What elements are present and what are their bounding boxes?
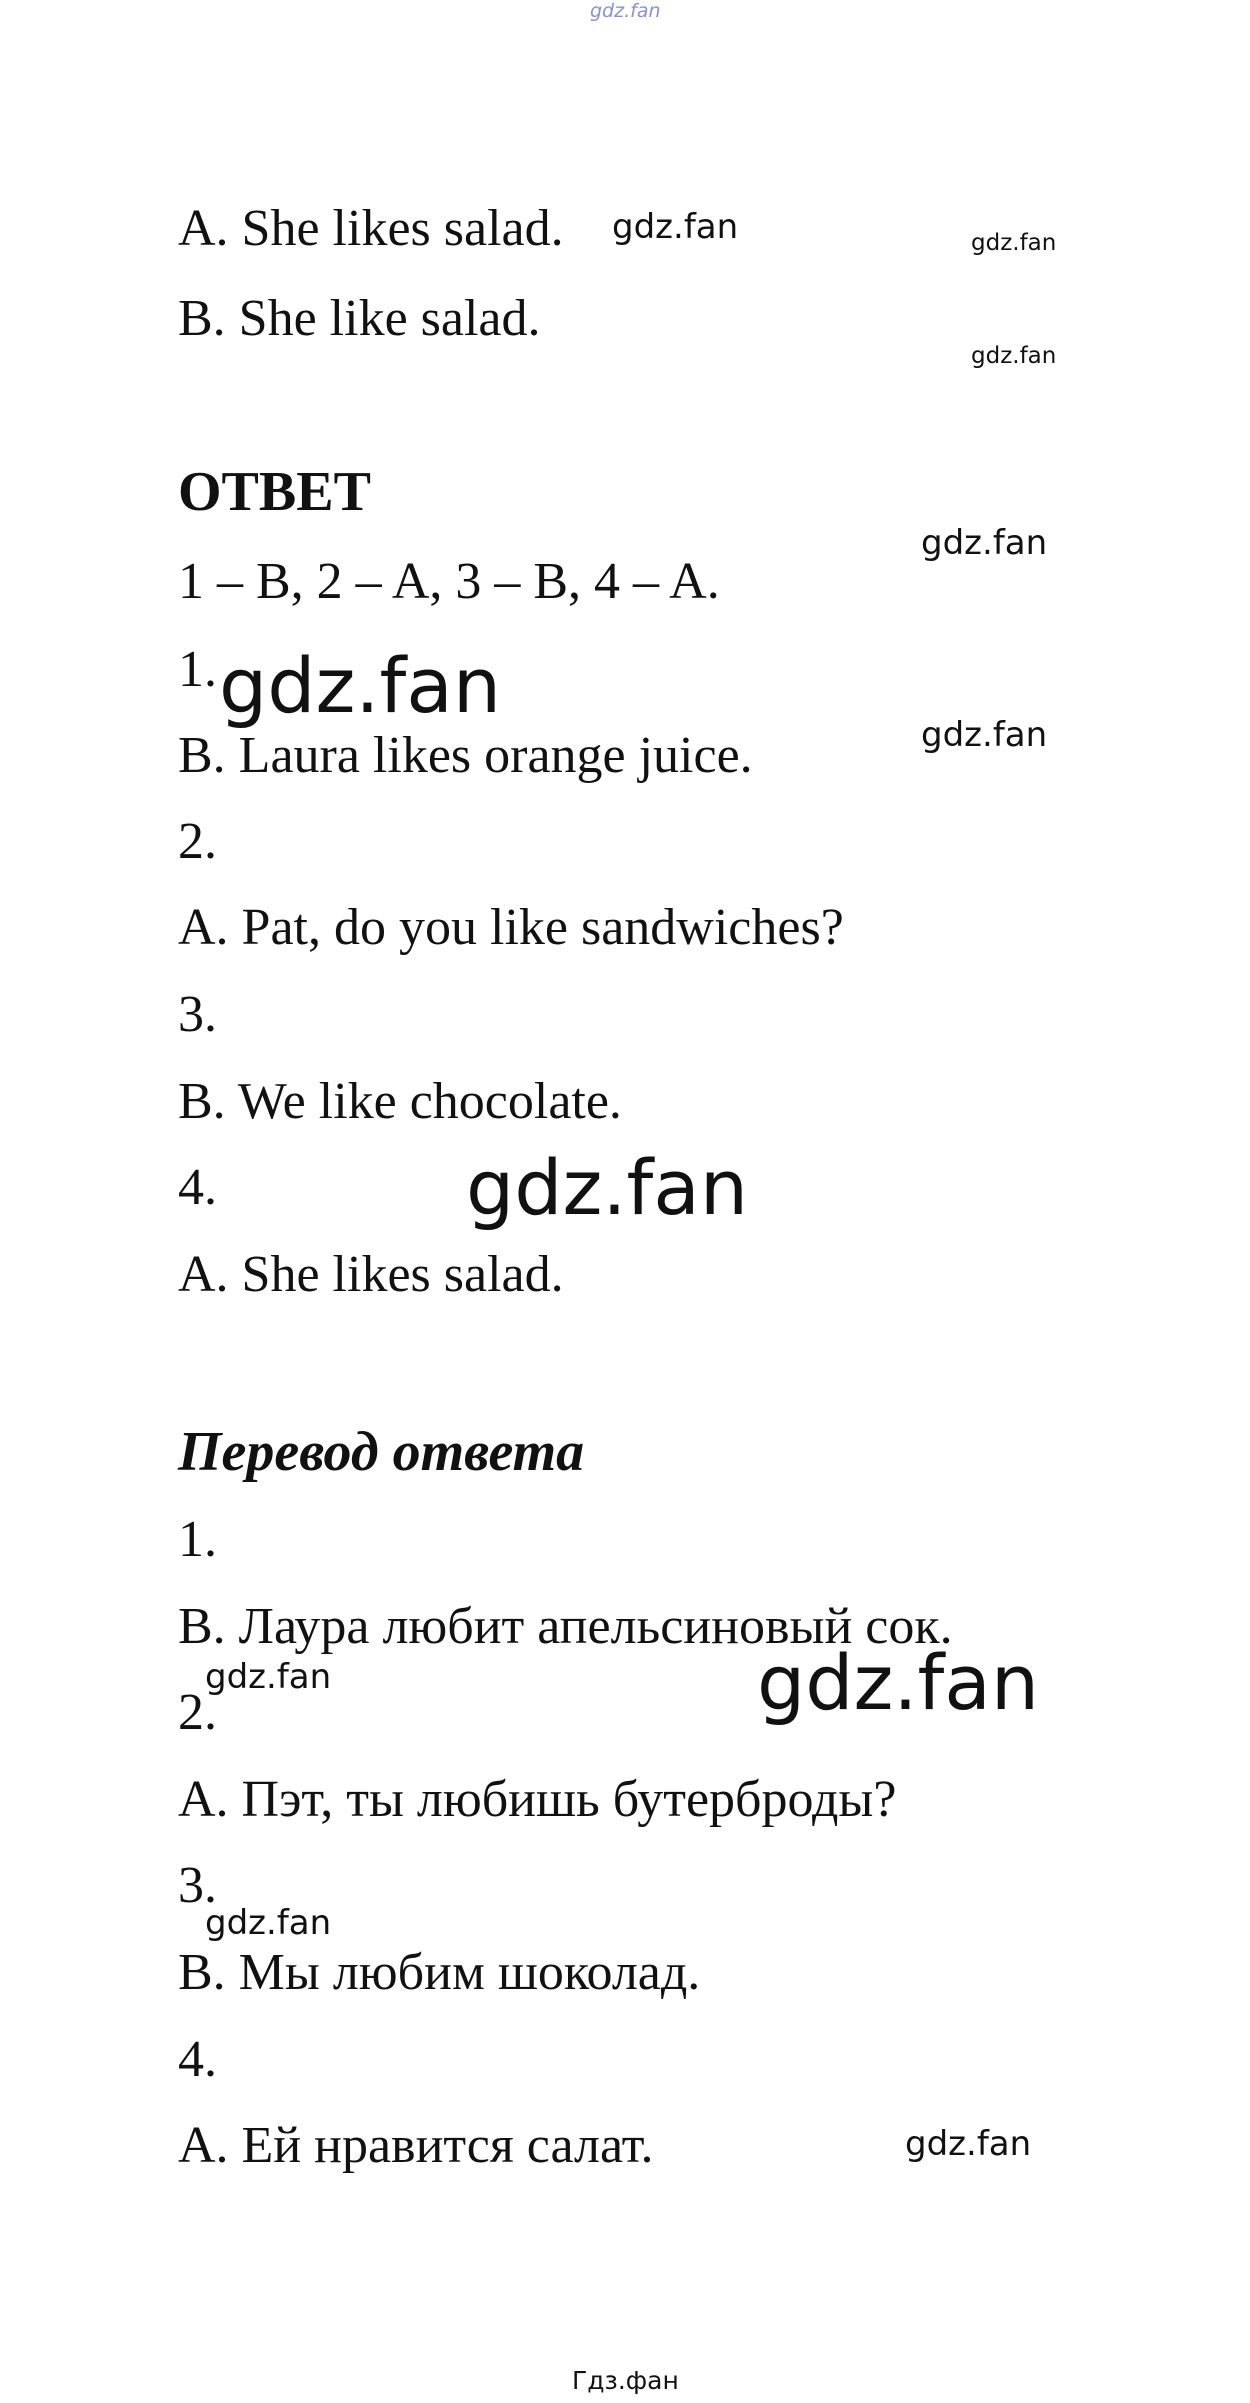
answer-item-number: 3. (178, 986, 217, 1043)
option-b: B. She like salad. (178, 290, 541, 347)
translation-item-text: A. Пэт, ты любишь бутерброды? (178, 1771, 897, 1828)
watermark: gdz.fan (219, 641, 502, 730)
answer-item-text: A. She likes salad. (178, 1246, 564, 1303)
translation-item-number: 2. (178, 1684, 217, 1741)
translation-item-number: 1. (178, 1511, 217, 1568)
watermark: gdz.fan (905, 2124, 1032, 2164)
translation-heading: Перевод ответа (178, 1421, 585, 1483)
translation-item-number: 3. (178, 1857, 217, 1914)
translation-item-text: B. Лаура любит апельсиновый сок. (178, 1598, 953, 1655)
watermark: gdz.fan (205, 1657, 332, 1697)
footer-watermark: Гдз.фан (572, 2366, 679, 2395)
answer-item-text: B. We like chocolate. (178, 1073, 622, 1130)
answer-summary: 1 – B, 2 – A, 3 – B, 4 – A. (178, 553, 720, 610)
answer-item-number: 2. (178, 813, 217, 870)
watermark: gdz.fan (971, 343, 1057, 369)
answer-item-number: 1. (178, 641, 217, 698)
option-a: A. She likes salad. (178, 200, 564, 257)
header-watermark: gdz.fan (590, 0, 661, 22)
translation-item-number: 4. (178, 2031, 217, 2088)
translation-item-text: A. Ей нравится салат. (178, 2117, 654, 2174)
watermark: gdz.fan (921, 523, 1048, 563)
answer-item-number: 4. (178, 1159, 217, 1216)
answer-item-text: B. Laura likes orange juice. (178, 727, 753, 784)
watermark: gdz.fan (612, 207, 739, 247)
watermark: gdz.fan (466, 1143, 749, 1232)
watermark: gdz.fan (205, 1903, 332, 1943)
watermark: gdz.fan (757, 1638, 1040, 1727)
translation-item-text: B. Мы любим шоколад. (178, 1944, 701, 2001)
answer-heading: ОТВЕТ (178, 461, 371, 523)
answer-item-text: A. Pat, do you like sandwiches? (178, 899, 844, 956)
watermark: gdz.fan (971, 230, 1057, 256)
watermark: gdz.fan (921, 715, 1048, 755)
